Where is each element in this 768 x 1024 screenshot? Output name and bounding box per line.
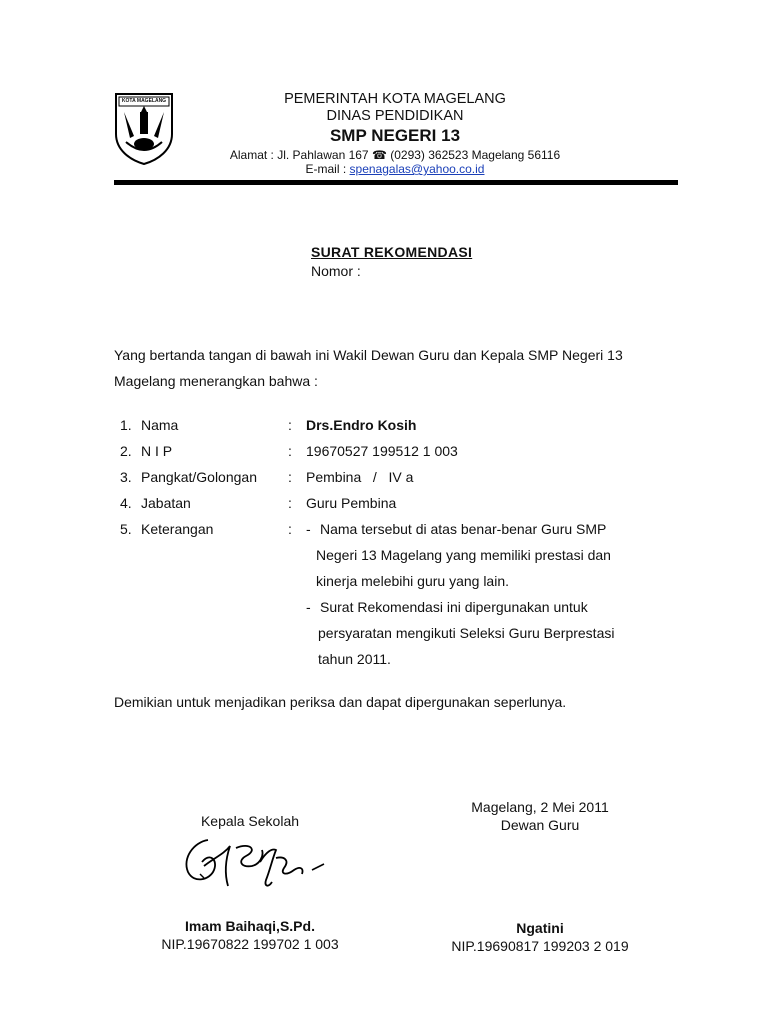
- letterhead-divider: [114, 180, 678, 185]
- field-value-name: Drs.Endro Kosih: [306, 417, 417, 433]
- letter-number: Nomor :: [311, 263, 361, 279]
- right-signer-role: Dewan Guru: [500, 817, 580, 833]
- right-signer-nip: NIP.19690817 199203 2 019: [451, 938, 629, 954]
- email-link[interactable]: spenagalas@yahoo.co.id: [349, 162, 485, 176]
- field-colon: :: [288, 521, 292, 537]
- field-colon: :: [288, 443, 292, 459]
- email-label: E-mail :: [305, 162, 350, 176]
- field-number: 4.: [120, 495, 132, 511]
- field-number: 5.: [120, 521, 132, 537]
- address-line: Alamat : Jl. Pahlawan 167 ☎ (0293) 362523 Magelang 56116: [229, 148, 561, 162]
- left-signer-nip: NIP.19670822 199702 1 003: [161, 936, 339, 952]
- field-label: Keterangan: [141, 521, 214, 537]
- field-value-position: Guru Pembina: [306, 495, 397, 511]
- department-name: DINAS PENDIDIKAN: [326, 108, 464, 124]
- field-label: Pangkat/Golongan: [141, 469, 257, 485]
- note-line: Nama tersebut di atas benar-benar Guru SMP: [320, 521, 607, 537]
- field-colon: :: [288, 495, 292, 511]
- left-signer-role: Kepala Sekolah: [200, 813, 300, 829]
- government-name: PEMERINTAH KOTA MAGELANG: [284, 91, 506, 107]
- note-line: Negeri 13 Magelang yang memiliki prestasi dan: [316, 547, 611, 563]
- field-label: Nama: [141, 417, 179, 433]
- email-line: [190, 162, 600, 176]
- field-label: Jabatan: [141, 495, 191, 511]
- field-value-rank: Pembina / IV a: [306, 469, 414, 485]
- field-number: 2.: [120, 443, 132, 459]
- note-line: tahun 2011.: [318, 651, 391, 667]
- field-number: 1.: [120, 417, 132, 433]
- note-line: Surat Rekomendasi ini dipergunakan untuk: [320, 599, 588, 615]
- city-logo: [112, 92, 176, 166]
- intro-paragraph: Yang bertanda tangan di bawah ini Wakil Dewan Guru dan Kepala SMP Negeri 13 Magelang menerangkan bahwa :: [114, 347, 623, 389]
- signature-image: [180, 832, 330, 898]
- school-name: SMP NEGERI 13: [329, 126, 461, 145]
- note-dash: -: [306, 521, 311, 537]
- left-signer-name: Imam Baihaqi,S.Pd.: [185, 918, 315, 934]
- field-value-nip: 19670527 199512 1 003: [306, 443, 458, 459]
- closing-statement: Demikian untuk menjadikan periksa dan dapat dipergunakan seperlunya.: [114, 694, 567, 710]
- logo-text: KOTA MAGELANG: [121, 98, 167, 104]
- field-colon: :: [288, 469, 292, 485]
- right-signer-name: Ngatini: [516, 920, 564, 936]
- field-colon: :: [288, 417, 292, 433]
- field-label: N I P: [141, 443, 173, 459]
- place-date: Magelang, 2 Mei 2011: [471, 799, 609, 815]
- note-dash: -: [306, 599, 311, 615]
- note-line: persyaratan mengikuti Seleksi Guru Berprestasi: [318, 625, 615, 641]
- letter-title: SURAT REKOMENDASI: [311, 244, 473, 260]
- field-number: 3.: [120, 469, 132, 485]
- note-line: kinerja melebihi guru yang lain.: [316, 573, 509, 589]
